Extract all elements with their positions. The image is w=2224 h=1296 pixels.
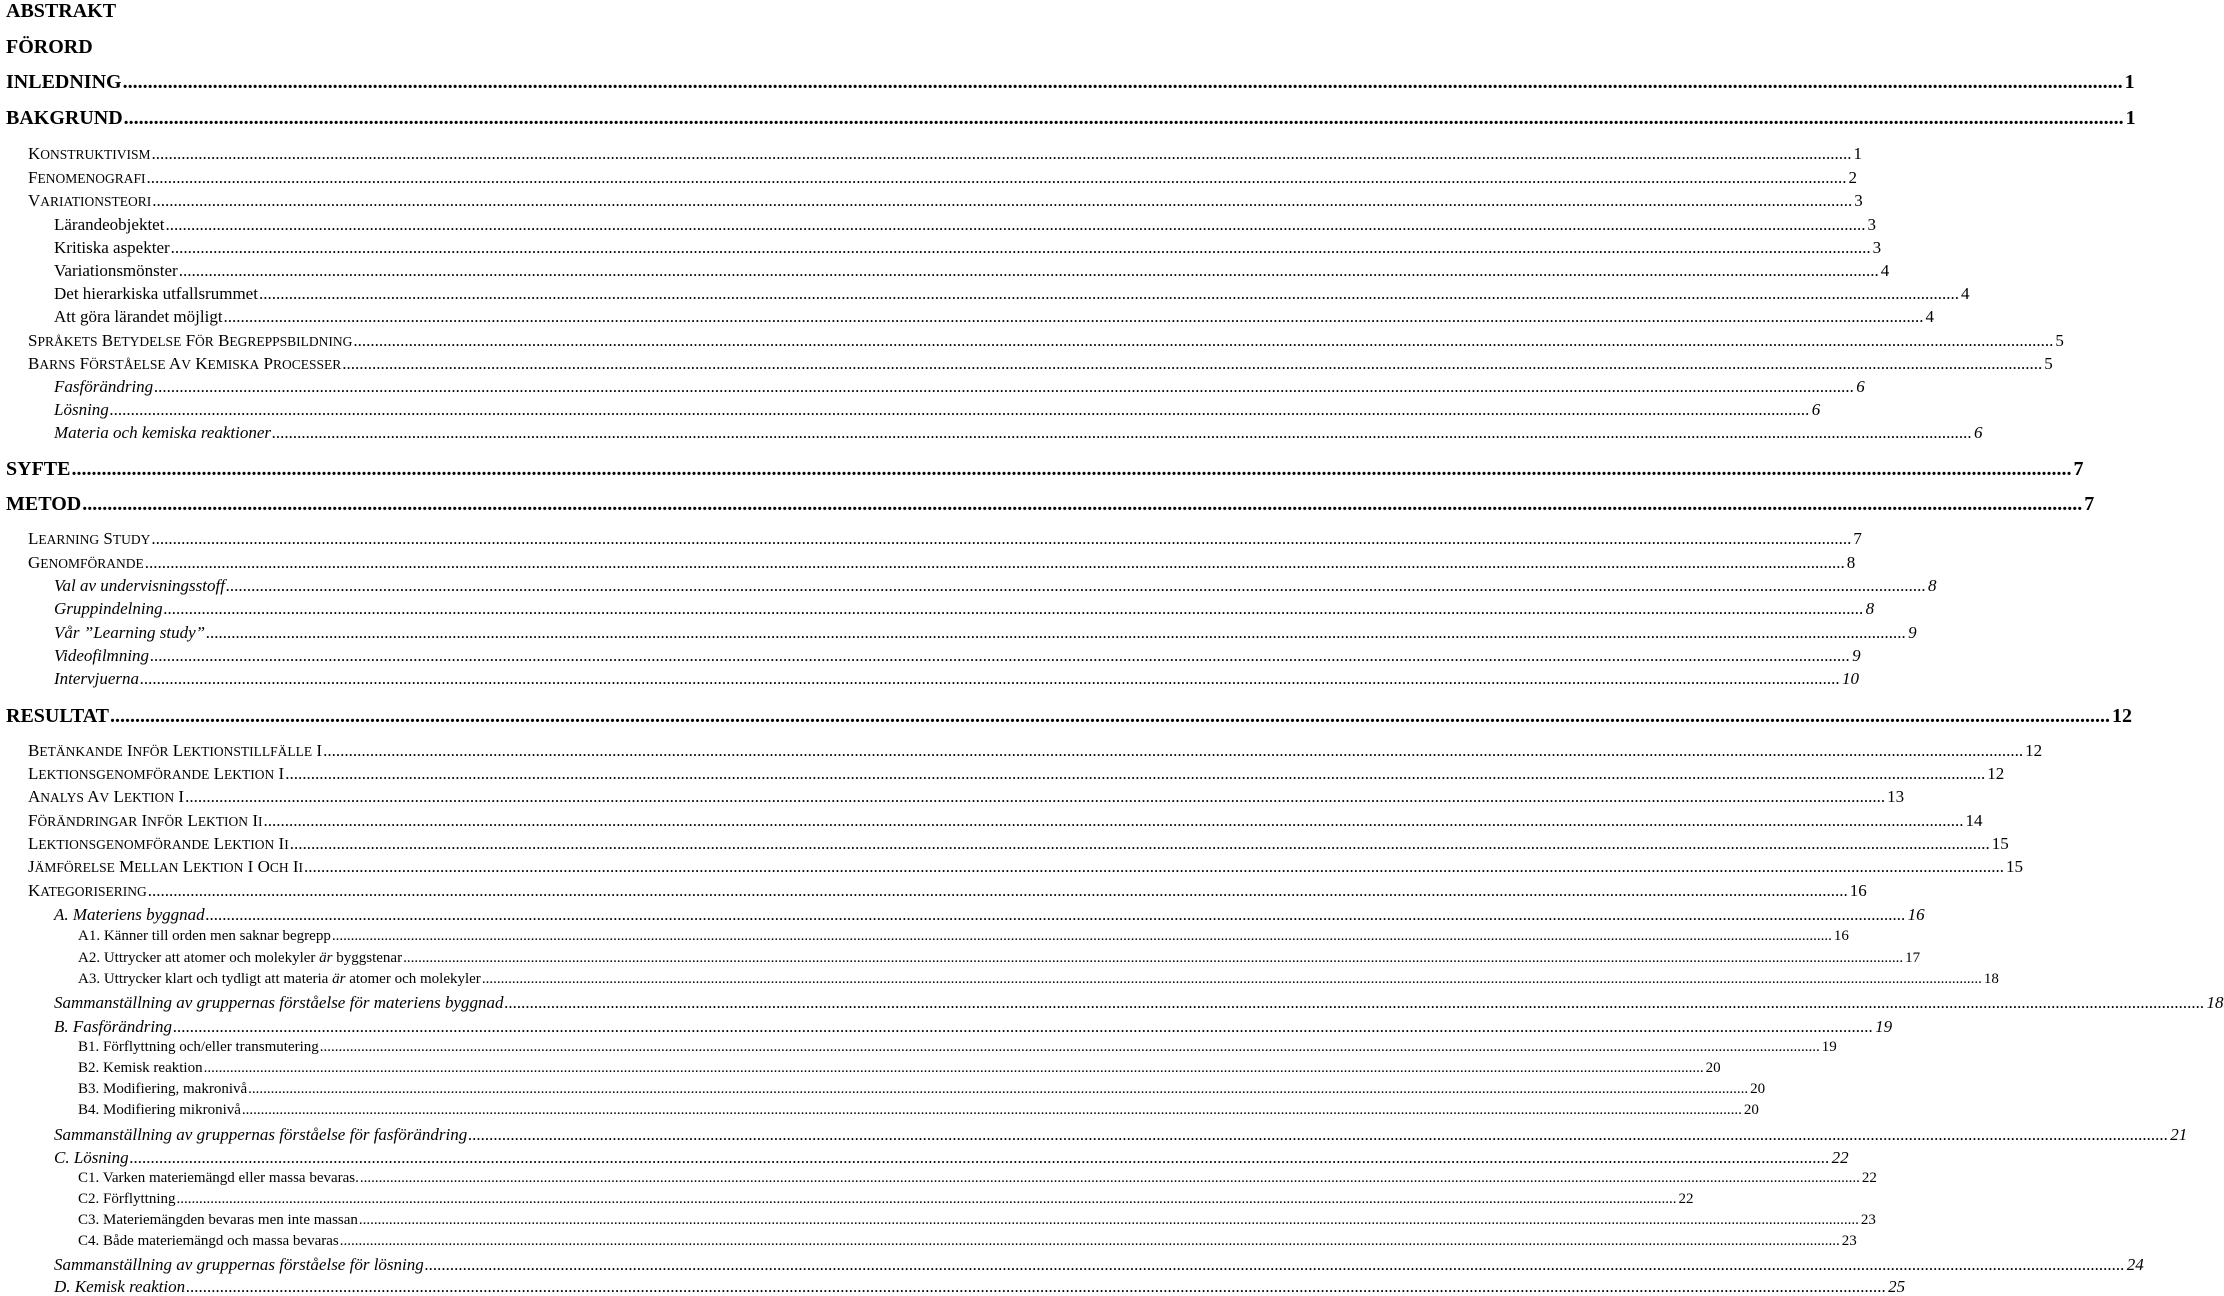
toc-page-number: 7 bbox=[1853, 529, 1862, 548]
toc-entry[interactable] bbox=[54, 1125, 2188, 1144]
toc-entry-title: A. Materiens byggnad bbox=[54, 905, 205, 924]
toc-entry-title: METOD bbox=[6, 493, 82, 515]
toc-entry[interactable] bbox=[54, 1017, 1893, 1036]
toc-dot-leader: ................................................................................................................................................................................................................................................................................................................................................................................................................ bbox=[186, 1277, 1887, 1296]
toc-page-number: 21 bbox=[2170, 1125, 2188, 1144]
toc-entry[interactable] bbox=[28, 857, 2024, 876]
toc-entry[interactable] bbox=[78, 950, 1921, 966]
toc-dot-leader: ................................................................................................................................................................................................................................................................................................................................................................................................................ bbox=[481, 971, 1982, 987]
toc-page-number: 12 bbox=[2112, 705, 2133, 727]
toc-page-number: 16 bbox=[1907, 905, 1925, 924]
toc-entry[interactable] bbox=[28, 168, 1857, 187]
toc-page-number: 22 bbox=[1678, 1191, 1694, 1207]
toc-entry-title: ANALYS AV LEKTION I bbox=[28, 787, 185, 806]
toc-entry-title: LEKTIONSGENOMFÖRANDE LEKTION II bbox=[28, 834, 289, 853]
toc-dot-leader: ................................................................................................................................................................................................................................................................................................................................................................................................................ bbox=[129, 1148, 1830, 1167]
toc-page-number: 16 bbox=[1833, 928, 1849, 944]
toc-entry[interactable] bbox=[78, 1170, 1877, 1186]
toc-dot-leader: ................................................................................................................................................................................................................................................................................................................................................................................................................ bbox=[139, 669, 1840, 688]
toc-dot-leader: ................................................................................................................................................................................................................................................................................................................................................................................................................ bbox=[323, 741, 2024, 760]
toc-entry[interactable] bbox=[6, 493, 2095, 515]
toc-entry-title: B4. Modifiering mikronivå bbox=[78, 1102, 241, 1118]
toc-entry[interactable] bbox=[54, 215, 1876, 234]
toc-dot-leader: ................................................................................................................................................................................................................................................................................................................................................................................................................ bbox=[146, 168, 1847, 187]
heading-abstrakt: ABSTRAKT bbox=[6, 0, 117, 22]
toc-page-number: 12 bbox=[1987, 764, 2005, 783]
toc-entry-title: Lösning bbox=[54, 400, 109, 419]
toc-page-number: 3 bbox=[1867, 215, 1876, 234]
toc-entry[interactable] bbox=[54, 576, 1937, 595]
toc-dot-leader: ................................................................................................................................................................................................................................................................................................................................................................................................................ bbox=[359, 1170, 1860, 1186]
toc-dot-leader: ................................................................................................................................................................................................................................................................................................................................................................................................................ bbox=[358, 1212, 1859, 1228]
toc-entry[interactable] bbox=[78, 928, 1849, 944]
toc-entry[interactable] bbox=[28, 834, 2009, 853]
toc-dot-leader: ................................................................................................................................................................................................................................................................................................................................................................................................................ bbox=[206, 623, 1907, 642]
toc-page-number: 6 bbox=[1974, 423, 1983, 442]
toc-entry-title: Gruppindelning bbox=[54, 599, 163, 618]
toc-entry-title: Videofilmning bbox=[54, 646, 150, 665]
toc-dot-leader: ................................................................................................................................................................................................................................................................................................................................................................................................................ bbox=[331, 928, 1832, 944]
toc-dot-leader: ................................................................................................................................................................................................................................................................................................................................................................................................................ bbox=[339, 1233, 1840, 1249]
toc-entry-title: B2. Kemisk reaktion bbox=[78, 1060, 203, 1076]
toc-entry-title: Intervjuerna bbox=[54, 669, 139, 688]
toc-page-number: 23 bbox=[1841, 1233, 1857, 1249]
toc-entry[interactable] bbox=[28, 787, 1905, 806]
toc-page-number: 20 bbox=[1750, 1081, 1766, 1097]
toc-entry[interactable] bbox=[54, 377, 1865, 396]
toc-dot-leader: ................................................................................................................................................................................................................................................................................................................................................................................................................ bbox=[258, 284, 1959, 303]
toc-page-number: 3 bbox=[1872, 238, 1882, 257]
toc-entry-title: Sammanställning av gruppernas förståelse för materiens byggnad bbox=[54, 993, 504, 1012]
toc-entry-title: Vår ”Learning study” bbox=[54, 623, 206, 642]
toc-dot-leader: ................................................................................................................................................................................................................................................................................................................................................................................................................ bbox=[289, 834, 1990, 853]
toc-page-number: 5 bbox=[2044, 354, 2053, 373]
toc-entry-title: C4. Både materiemängd och massa bevaras bbox=[78, 1233, 339, 1249]
toc-dot-leader: ................................................................................................................................................................................................................................................................................................................................................................................................................ bbox=[504, 993, 2205, 1012]
toc-entry-title: KONSTRUKTIVISM bbox=[28, 144, 151, 163]
toc-page-number: 10 bbox=[1841, 669, 1859, 688]
toc-entry-title: Det hierarkiska utfallsrummet bbox=[54, 284, 258, 303]
toc-entry[interactable] bbox=[54, 905, 1925, 924]
toc-entry[interactable] bbox=[54, 623, 1917, 642]
toc-page-number: 19 bbox=[1875, 1017, 1893, 1036]
toc-page-number: 23 bbox=[1860, 1212, 1876, 1228]
toc-page-number: 16 bbox=[1849, 881, 1867, 900]
toc-page-number: 8 bbox=[1927, 576, 1937, 595]
toc-page-number: 20 bbox=[1743, 1102, 1759, 1118]
toc-dot-leader: ................................................................................................................................................................................................................................................................................................................................................................................................................ bbox=[424, 1255, 2125, 1274]
toc-entry[interactable] bbox=[78, 1081, 1766, 1097]
toc-entry[interactable] bbox=[28, 881, 1867, 900]
toc-entry-title: C2. Förflyttning bbox=[78, 1191, 176, 1207]
toc-entry-title: LEKTIONSGENOMFÖRANDE LEKTION I bbox=[28, 764, 285, 783]
toc-entry[interactable] bbox=[28, 144, 1863, 163]
toc-entry-title: INLEDNING bbox=[6, 71, 122, 93]
toc-dot-leader: ................................................................................................................................................................................................................................................................................................................................................................................................................ bbox=[147, 881, 1848, 900]
toc-entry[interactable] bbox=[78, 971, 1999, 987]
toc-dot-leader: ................................................................................................................................................................................................................................................................................................................................................................................................................ bbox=[154, 377, 1855, 396]
toc-entry-title: Materia och kemiska reaktioner bbox=[54, 423, 271, 442]
toc-entry[interactable] bbox=[6, 71, 2135, 93]
toc-page-number: 20 bbox=[1705, 1060, 1721, 1076]
toc-page-number: 13 bbox=[1887, 787, 1905, 806]
toc-entry-title: Kritiska aspekter bbox=[54, 238, 170, 257]
toc-entry-title: RESULTAT bbox=[6, 705, 110, 727]
toc-page-number: 1 bbox=[2125, 107, 2136, 129]
toc-entry[interactable] bbox=[28, 529, 1862, 548]
toc-page-number: 24 bbox=[2126, 1255, 2144, 1274]
toc-entry-title: BARNS FÖRSTÅELSE AV KEMISKA PROCESSER bbox=[28, 354, 342, 373]
toc-page-number: 25 bbox=[1888, 1277, 1906, 1296]
toc-entry-title: B1. Förflyttning och/eller transmutering bbox=[78, 1039, 319, 1055]
toc-entry-title: Att göra lärandet möjligt bbox=[54, 307, 223, 326]
toc-entry[interactable] bbox=[28, 811, 1983, 830]
toc-entry-title: Fasförändring bbox=[54, 377, 154, 396]
toc-dot-leader: ................................................................................................................................................................................................................................................................................................................................................................................................................ bbox=[468, 1125, 2169, 1144]
toc-page-number: 22 bbox=[1831, 1148, 1849, 1167]
toc-entry[interactable] bbox=[54, 993, 2224, 1012]
toc-entry-title: Variationsmönster bbox=[54, 261, 178, 280]
toc-page-number: 7 bbox=[2073, 458, 2084, 480]
toc-page-number: 6 bbox=[1811, 400, 1821, 419]
toc-entry-title: FENOMENOGRAFI bbox=[28, 168, 146, 187]
toc-page-number: 9 bbox=[1908, 623, 1917, 642]
toc-entry[interactable] bbox=[28, 764, 2005, 783]
toc-entry[interactable] bbox=[28, 331, 2064, 350]
toc-dot-leader: ................................................................................................................................................................................................................................................................................................................................................................................................................ bbox=[225, 576, 1926, 595]
toc-dot-leader: ................................................................................................................................................................................................................................................................................................................................................................................................................ bbox=[263, 811, 1964, 830]
toc-entry[interactable] bbox=[54, 1148, 1849, 1167]
toc-entry[interactable] bbox=[78, 1191, 1694, 1207]
toc-entry[interactable] bbox=[28, 191, 1863, 210]
toc-dot-leader: ................................................................................................................................................................................................................................................................................................................................................................................................................ bbox=[285, 764, 1986, 783]
toc-dot-leader: ................................................................................................................................................................................................................................................................................................................................................................................................................ bbox=[319, 1039, 1820, 1055]
toc-page-number: 1 bbox=[2124, 71, 2135, 93]
toc-entry-title: C. Lösning bbox=[54, 1148, 129, 1167]
toc-entry[interactable] bbox=[54, 261, 1890, 280]
toc-dot-leader: ................................................................................................................................................................................................................................................................................................................................................................................................................ bbox=[205, 905, 1906, 924]
toc-entry-title: SYFTE bbox=[6, 458, 71, 480]
toc-dot-leader: ................................................................................................................................................................................................................................................................................................................................................................................................................ bbox=[144, 553, 1845, 572]
toc-entry-title: KATEGORISERING bbox=[28, 881, 147, 900]
toc-entry[interactable] bbox=[54, 238, 1882, 257]
toc-page-number: 12 bbox=[2025, 741, 2043, 760]
toc-dot-leader: ................................................................................................................................................................................................................................................................................................................................................................................................................ bbox=[353, 331, 2054, 350]
toc-entry[interactable] bbox=[54, 284, 1970, 303]
toc-entry-title: Lärandeobjektet bbox=[54, 215, 165, 234]
toc-page-number: 14 bbox=[1965, 811, 1983, 830]
toc-page-number: 8 bbox=[1865, 599, 1875, 618]
toc-page-number: 1 bbox=[1853, 144, 1863, 163]
toc-entry[interactable] bbox=[28, 553, 1856, 572]
toc-page-number: 18 bbox=[2206, 993, 2224, 1012]
toc-page-number: 7 bbox=[2084, 493, 2095, 515]
toc-entry-title: B. Fasförändring bbox=[54, 1017, 173, 1036]
toc-dot-leader: ................................................................................................................................................................................................................................................................................................................................................................................................................ bbox=[152, 191, 1853, 210]
toc-entry[interactable] bbox=[54, 1255, 2144, 1274]
toc-dot-leader: ................................................................................................................................................................................................................................................................................................................................................................................................................ bbox=[185, 787, 1886, 806]
toc-entry-title: Sammanställning av gruppernas förståelse för fasförändring bbox=[54, 1125, 468, 1144]
toc-entry[interactable] bbox=[6, 107, 2136, 129]
toc-page-number: 15 bbox=[2006, 857, 2024, 876]
toc-entry-title: FÖRÄNDRINGAR INFÖR LEKTION II bbox=[28, 811, 263, 830]
toc-entry[interactable] bbox=[78, 1212, 1876, 1228]
toc-entry-title: A1. Känner till orden men saknar begrepp bbox=[78, 928, 331, 944]
toc-entry-title: D. Kemisk reaktion bbox=[54, 1277, 186, 1296]
toc-entry[interactable] bbox=[54, 423, 1983, 442]
toc-dot-leader: ................................................................................................................................................................................................................................................................................................................................................................................................................ bbox=[342, 354, 2043, 373]
toc-dot-leader: ................................................................................................................................................................................................................................................................................................................................................................................................................ bbox=[123, 107, 2124, 129]
toc-dot-leader: ................................................................................................................................................................................................................................................................................................................................................................................................................ bbox=[248, 1081, 1749, 1097]
toc-dot-leader: ................................................................................................................................................................................................................................................................................................................................................................................................................ bbox=[122, 71, 2123, 93]
toc-page-number: 15 bbox=[1991, 834, 2009, 853]
toc-dot-leader: ................................................................................................................................................................................................................................................................................................................................................................................................................ bbox=[82, 493, 2083, 515]
toc-entry-title: BETÄNKANDE INFÖR LEKTIONSTILLFÄLLE I bbox=[28, 741, 323, 760]
toc-dot-leader: ................................................................................................................................................................................................................................................................................................................................................................................................................ bbox=[173, 1017, 1874, 1036]
toc-entry[interactable] bbox=[54, 1277, 1906, 1296]
toc-page-number: 18 bbox=[1983, 971, 1999, 987]
toc-dot-leader: ................................................................................................................................................................................................................................................................................................................................................................................................................ bbox=[151, 529, 1852, 548]
toc-page-number: 3 bbox=[1854, 191, 1863, 210]
toc-dot-leader: ................................................................................................................................................................................................................................................................................................................................................................................................................ bbox=[170, 238, 1871, 257]
toc-entry[interactable] bbox=[6, 458, 2084, 480]
toc-entry-title: BAKGRUND bbox=[6, 107, 123, 129]
toc-entry[interactable] bbox=[54, 669, 1859, 688]
toc-dot-leader: ................................................................................................................................................................................................................................................................................................................................................................................................................ bbox=[163, 599, 1864, 618]
toc-dot-leader: ................................................................................................................................................................................................................................................................................................................................................................................................................ bbox=[176, 1191, 1677, 1207]
toc-entry[interactable] bbox=[54, 599, 1875, 618]
toc-entry-title: A2. Uttrycker att atomer och molekyler är byggstenar bbox=[78, 950, 403, 966]
toc-entry[interactable] bbox=[28, 741, 2043, 760]
toc-dot-leader: ................................................................................................................................................................................................................................................................................................................................................................................................................ bbox=[71, 458, 2072, 480]
toc-dot-leader: ................................................................................................................................................................................................................................................................................................................................................................................................................ bbox=[151, 144, 1852, 163]
toc-entry-title: SPRÅKETS BETYDELSE FÖR BEGREPPSBILDNING bbox=[28, 331, 353, 350]
toc-dot-leader: ................................................................................................................................................................................................................................................................................................................................................................................................................ bbox=[109, 400, 1810, 419]
toc-entry[interactable] bbox=[28, 354, 2053, 373]
heading-forord: FÖRORD bbox=[6, 36, 93, 58]
toc-dot-leader: ................................................................................................................................................................................................................................................................................................................................................................................................................ bbox=[150, 646, 1851, 665]
toc-dot-leader: ................................................................................................................................................................................................................................................................................................................................................................................................................ bbox=[203, 1060, 1704, 1076]
toc-page-number: 22 bbox=[1861, 1170, 1877, 1186]
toc-page-number: 19 bbox=[1821, 1039, 1837, 1055]
toc-page-number: 6 bbox=[1856, 377, 1865, 396]
toc-entry[interactable] bbox=[78, 1060, 1721, 1076]
toc-entry[interactable] bbox=[78, 1233, 1857, 1249]
toc-entry-title: Val av undervisningsstoff bbox=[54, 576, 225, 595]
toc-entry-title: B3. Modifiering, makronivå bbox=[78, 1081, 248, 1097]
toc-entry-title: GENOMFÖRANDE bbox=[28, 553, 144, 572]
toc-page-number: 4 bbox=[1960, 284, 1970, 303]
toc-entry-title: C3. Materiemängden bevaras men inte massan bbox=[78, 1212, 358, 1228]
toc-entry-title: C1. Varken materiemängd eller massa bevaras. bbox=[78, 1170, 359, 1186]
toc-entry[interactable] bbox=[6, 705, 2133, 727]
toc-page-number: 9 bbox=[1852, 646, 1861, 665]
toc-dot-leader: ................................................................................................................................................................................................................................................................................................................................................................................................................ bbox=[178, 261, 1879, 280]
toc-dot-leader: ................................................................................................................................................................................................................................................................................................................................................................................................................ bbox=[110, 705, 2111, 727]
toc-page-number: 2 bbox=[1848, 168, 1857, 187]
toc-entry-title: A3. Uttrycker klart och tydligt att materia är atomer och molekyler bbox=[78, 971, 481, 987]
toc-entry-title: VARIATIONSTEORI bbox=[28, 191, 152, 210]
toc-dot-leader: ................................................................................................................................................................................................................................................................................................................................................................................................................ bbox=[165, 215, 1866, 234]
toc-page-number: 17 bbox=[1905, 950, 1921, 966]
toc-entry[interactable] bbox=[54, 400, 1821, 419]
toc-entry[interactable] bbox=[78, 1039, 1837, 1055]
toc-dot-leader: ................................................................................................................................................................................................................................................................................................................................................................................................................ bbox=[272, 423, 1972, 442]
toc-dot-leader: ................................................................................................................................................................................................................................................................................................................................................................................................................ bbox=[223, 307, 1924, 326]
toc-dot-leader: ................................................................................................................................................................................................................................................................................................................................................................................................................ bbox=[403, 950, 1904, 966]
toc-dot-leader: ................................................................................................................................................................................................................................................................................................................................................................................................................ bbox=[304, 857, 2005, 876]
toc-entry[interactable] bbox=[54, 307, 1935, 326]
toc-page-number: 8 bbox=[1846, 553, 1856, 572]
toc-entry[interactable] bbox=[54, 646, 1861, 665]
toc-entry-title: Sammanställning av gruppernas förståelse för lösning bbox=[54, 1255, 424, 1274]
toc-entry-title: JÄMFÖRELSE MELLAN LEKTION I OCH II bbox=[28, 857, 304, 876]
toc-dot-leader: ................................................................................................................................................................................................................................................................................................................................................................................................................ bbox=[241, 1102, 1742, 1118]
toc-entry[interactable] bbox=[78, 1102, 1759, 1118]
toc-entry-title: LEARNING STUDY bbox=[28, 529, 151, 548]
toc-page-number: 4 bbox=[1925, 307, 1935, 326]
toc-page-number: 5 bbox=[2055, 331, 2064, 350]
toc-page-number: 4 bbox=[1880, 261, 1890, 280]
